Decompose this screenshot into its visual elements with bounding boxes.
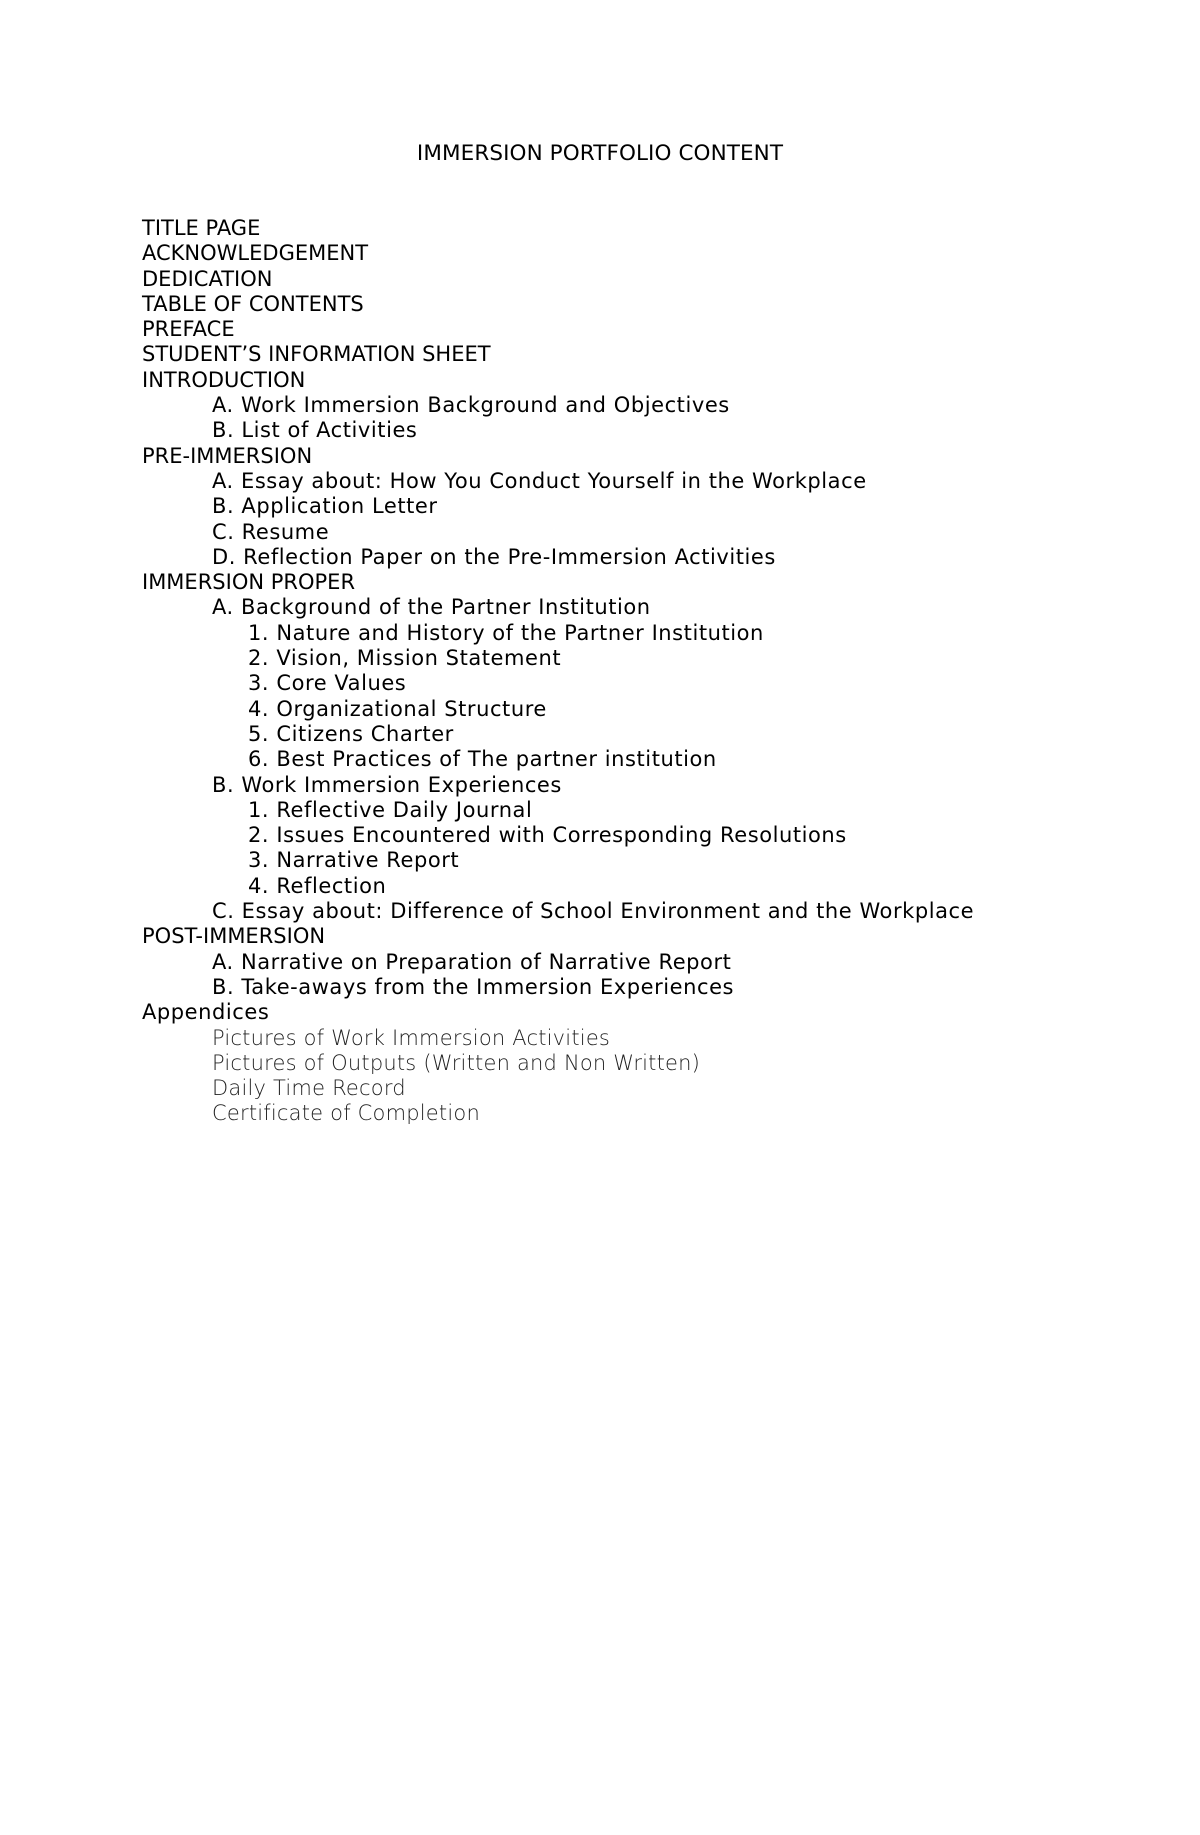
subsection-item: Daily Time Record [212, 1076, 406, 1101]
subsection-item: B. Work Immersion Experiences [212, 772, 562, 797]
section-heading: PRE-IMMERSION [142, 443, 313, 468]
numbered-item: 5. Citizens Charter [248, 721, 454, 746]
section-heading: INTRODUCTION [142, 367, 306, 392]
numbered-item: 3. Narrative Report [248, 848, 460, 873]
subsection-item: B. Take-aways from the Immersion Experiences [212, 974, 735, 999]
section-heading: STUDENT’S INFORMATION SHEET [142, 342, 491, 367]
subsection-item: A. Background of the Partner Institution [212, 595, 651, 620]
section-heading: Appendices [142, 1000, 270, 1025]
section-heading: ACKNOWLEDGEMENT [142, 241, 369, 266]
subsection-item: B. Application Letter [212, 494, 438, 519]
subsection-item: Certificate of Completion [212, 1101, 480, 1126]
portfolio-content-list [142, 216, 1142, 1127]
numbered-item: 2. Issues Encountered with Corresponding Resolutions [248, 823, 847, 848]
numbered-item: 1. Reflective Daily Journal [248, 797, 533, 822]
subsection-item: A. Narrative on Preparation of Narrative Report [212, 949, 732, 974]
subsection-item: Pictures of Work Immersion Activities [212, 1025, 611, 1050]
subsection-item: D. Reflection Paper on the Pre-Immersion Activities [212, 544, 776, 569]
numbered-item: 4. Reflection [248, 873, 387, 898]
numbered-item: 3. Core Values [248, 671, 407, 696]
numbered-item: 1. Nature and History of the Partner Institution [248, 620, 764, 645]
subsection-item: C. Resume [212, 519, 330, 544]
subsection-item: C. Essay about: Difference of School Environment and the Workplace [212, 899, 975, 924]
numbered-item: 6. Best Practices of The partner institution [248, 747, 717, 772]
subsection-item: A. Work Immersion Background and Objectives [212, 393, 730, 418]
subsection-item: Pictures of Outputs (Written and Non Written) [212, 1050, 701, 1075]
section-heading: TABLE OF CONTENTS [142, 291, 364, 316]
subsection-item: A. Essay about: How You Conduct Yourself in the Workplace [212, 468, 867, 493]
document-title: IMMERSION PORTFOLIO CONTENT [416, 141, 784, 166]
section-heading: POST-IMMERSION [142, 924, 326, 949]
section-heading: IMMERSION PROPER [142, 570, 356, 595]
numbered-item: 2. Vision, Mission Statement [248, 646, 562, 671]
numbered-item: 4. Organizational Structure [248, 696, 547, 721]
subsection-item: B. List of Activities [212, 418, 418, 443]
section-heading: DEDICATION [142, 266, 273, 291]
section-heading: PREFACE [142, 317, 235, 342]
section-heading: TITLE PAGE [142, 216, 261, 240]
